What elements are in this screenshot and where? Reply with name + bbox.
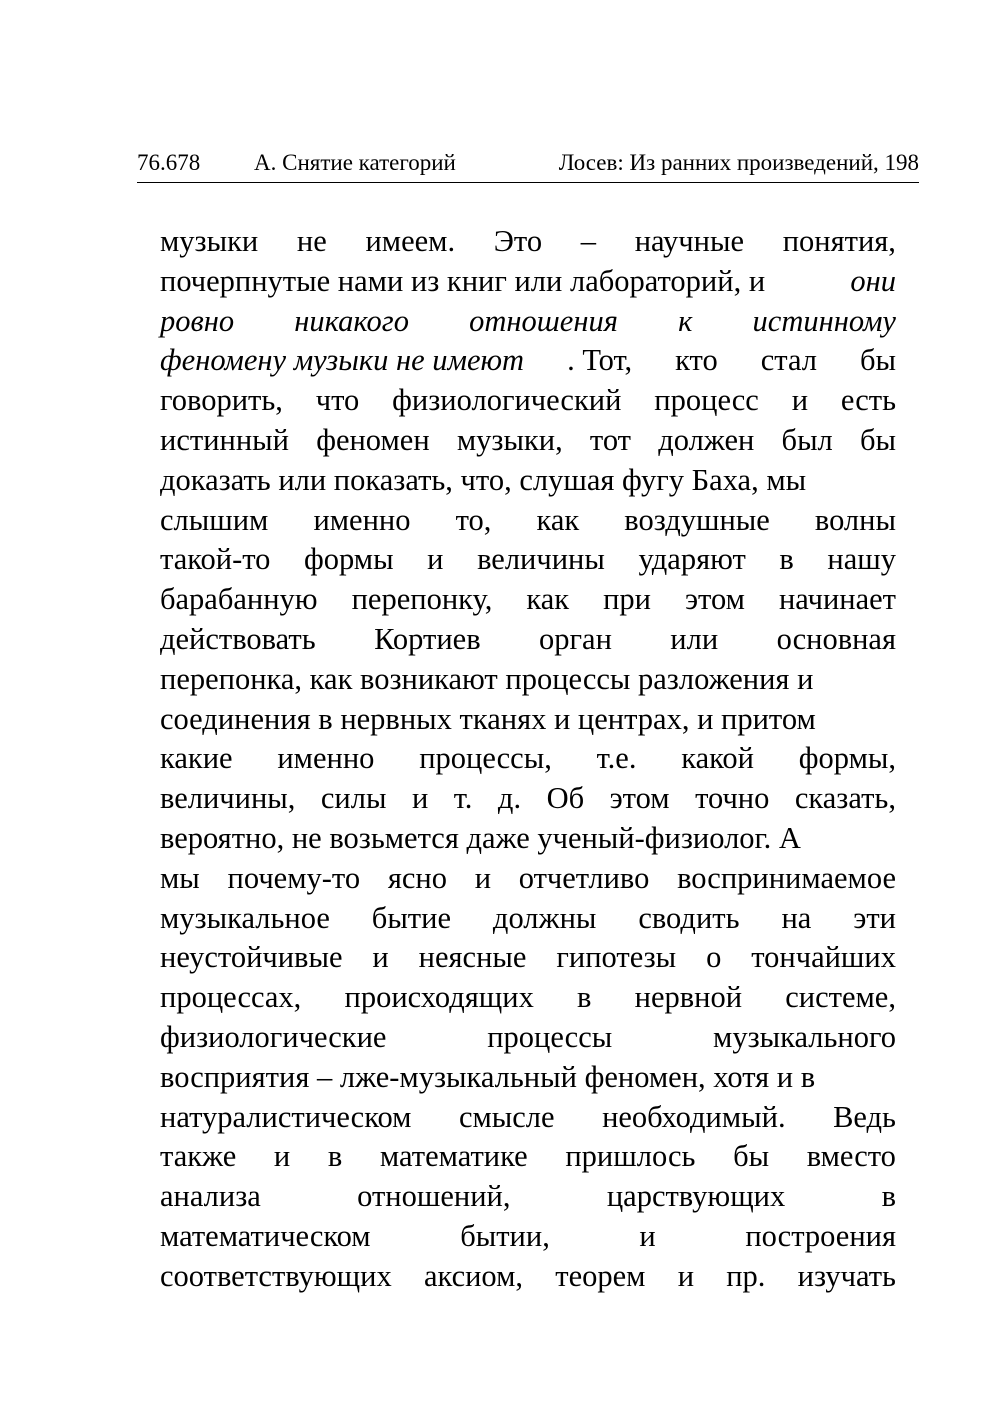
text-segment: происходящих <box>344 980 534 1015</box>
text-segment: имеем. <box>365 224 456 258</box>
text-segment: в <box>779 542 794 577</box>
text-segment: Ведь <box>833 1099 896 1134</box>
text-segment: сводить <box>638 900 740 935</box>
text-segment: воспринимаемое <box>677 860 896 895</box>
text-segment: и <box>411 781 429 816</box>
text-segment: теорем <box>555 1258 646 1293</box>
text-segment: музыки <box>160 224 259 258</box>
text-segment: действовать <box>160 621 316 656</box>
text-segment: т.е. <box>596 741 637 776</box>
text-segment: не <box>296 224 327 258</box>
text-segment: стал <box>760 343 817 378</box>
text-segment: формы, <box>798 741 896 776</box>
text-line <box>160 262 896 302</box>
main-text-block <box>160 222 896 1297</box>
text-segment: истинный <box>160 422 289 457</box>
running-header <box>137 146 919 183</box>
text-segment: натуралистическом <box>160 1099 412 1134</box>
text-line <box>160 580 896 620</box>
text-line <box>160 938 896 978</box>
text-segment: должен <box>658 422 755 457</box>
text-segment: какой <box>681 741 754 776</box>
text-line <box>160 540 896 580</box>
text-line <box>160 341 896 381</box>
text-segment: изучать <box>797 1258 896 1293</box>
text-line <box>160 1177 896 1217</box>
text-line <box>160 819 896 859</box>
text-segment: бы <box>733 1139 770 1174</box>
text-segment: тончайших <box>751 940 896 975</box>
text-segment: процессы, <box>419 741 552 776</box>
text-segment: и <box>639 1218 656 1253</box>
text-segment: физиологический <box>392 383 622 418</box>
text-segment: этом <box>609 781 670 816</box>
italic-text-segment: отношения <box>469 303 618 338</box>
text-segment: феномен <box>316 422 430 457</box>
italic-text-segment: феномену музыки не имеют <box>160 343 525 378</box>
text-line <box>160 859 896 899</box>
text-segment: математическом <box>160 1218 371 1253</box>
text-segment: Об <box>546 781 585 816</box>
text-segment: мы <box>160 860 200 895</box>
text-segment: восприятия – лже-музыкальный феномен, хотя и в <box>160 1059 816 1094</box>
text-segment: в <box>577 980 592 1015</box>
text-segment: доказать или показать, что, слушая фугу Баха, мы <box>160 462 807 497</box>
text-line <box>160 1257 896 1297</box>
text-line <box>160 700 896 740</box>
text-segment: орган <box>539 621 612 656</box>
text-segment: и <box>427 542 444 577</box>
text-segment: то, <box>455 502 492 537</box>
text-segment: на <box>781 900 812 935</box>
text-segment: гипотезы <box>556 940 677 975</box>
text-line <box>160 620 896 660</box>
text-segment: слышим <box>160 502 269 537</box>
text-segment: воздушные <box>624 502 770 537</box>
text-segment: бы <box>859 343 896 378</box>
text-segment: процессах, <box>160 980 302 1015</box>
text-segment: говорить, <box>160 383 283 418</box>
text-line <box>160 381 896 421</box>
text-line <box>160 1018 896 1058</box>
text-segment: построения <box>745 1218 896 1253</box>
text-segment: отчетливо <box>518 860 650 895</box>
text-segment: величины <box>477 542 605 577</box>
text-segment: есть <box>840 383 896 418</box>
text-segment: должны <box>492 900 597 935</box>
text-segment: этом <box>684 582 745 617</box>
text-segment: научные <box>634 224 744 258</box>
text-segment: и <box>474 860 492 895</box>
text-segment: нашу <box>827 542 896 577</box>
text-segment: понятия, <box>782 224 896 258</box>
italic-text-segment: к <box>678 303 693 338</box>
text-line <box>160 899 896 939</box>
text-segment: вероятно, не возьмется даже ученый-физиолог. А <box>160 820 801 855</box>
text-segment: д. <box>497 781 522 816</box>
text-line <box>160 461 896 501</box>
text-segment: величины, <box>160 781 296 816</box>
text-segment: в <box>327 1139 343 1174</box>
text-segment: процесс <box>654 383 759 418</box>
text-segment: неясные <box>418 940 527 975</box>
text-segment: в <box>881 1179 896 1214</box>
text-segment: также <box>160 1139 237 1174</box>
text-line <box>160 1098 896 1138</box>
text-segment: царствующих <box>606 1179 786 1214</box>
text-segment: волны <box>814 502 896 537</box>
text-segment: формы <box>304 542 394 577</box>
text-segment: кто <box>675 343 718 378</box>
page-number: 76.678 <box>137 150 201 175</box>
text-segment: музыкальное <box>160 900 330 935</box>
text-segment: эти <box>853 900 896 935</box>
text-segment: ударяют <box>638 542 746 577</box>
text-segment: и <box>677 1258 695 1293</box>
text-segment: почерпнутые нами из книг или лабораторий, и <box>160 263 773 298</box>
italic-text-segment: никакого <box>294 303 409 338</box>
text-segment: бытие <box>371 900 451 935</box>
text-segment: пришлось <box>565 1139 696 1174</box>
text-segment: вместо <box>806 1139 896 1174</box>
text-segment: пр. <box>726 1258 766 1293</box>
text-segment: какие <box>160 741 233 776</box>
text-segment: как <box>526 582 570 617</box>
text-line <box>160 1217 896 1257</box>
text-segment: и <box>791 383 809 418</box>
text-segment: барабанную <box>160 582 318 617</box>
text-segment: сказать, <box>794 781 896 816</box>
text-line <box>160 501 896 541</box>
text-segment: перепонку, <box>351 582 493 617</box>
text-segment: . Тот, <box>567 343 633 378</box>
text-segment: Это <box>493 224 543 258</box>
italic-text-segment: ровно <box>160 303 235 338</box>
text-segment: физиологические <box>160 1019 387 1054</box>
text-segment: основная <box>776 621 896 656</box>
italic-text-segment: они <box>850 263 896 298</box>
text-segment: точно <box>695 781 770 816</box>
text-line <box>160 421 896 461</box>
text-segment: начинает <box>778 582 896 617</box>
text-segment: необходимый. <box>602 1099 786 1134</box>
text-line <box>160 302 896 342</box>
text-segment: музыкального <box>713 1019 896 1054</box>
text-segment: неустойчивые <box>160 940 343 975</box>
text-line <box>160 739 896 779</box>
text-line <box>160 1058 896 1098</box>
source-citation: Лосев: Из ранних произведений, 198 <box>558 150 919 175</box>
text-segment: соединения в нервных тканях и центрах, и притом <box>160 701 816 736</box>
section-title: А. Снятие категорий <box>254 150 456 175</box>
text-segment: именно <box>313 502 411 537</box>
text-segment: бы <box>859 422 896 457</box>
text-segment: был <box>781 422 833 457</box>
text-segment: Кортиев <box>374 621 481 656</box>
text-segment: именно <box>277 741 375 776</box>
text-segment: анализа <box>160 1179 261 1214</box>
text-segment: нервной <box>634 980 743 1015</box>
text-segment: силы <box>320 781 387 816</box>
text-line <box>160 978 896 1018</box>
text-segment: т. <box>453 781 473 816</box>
text-segment: ясно <box>387 860 447 895</box>
text-segment: отношений, <box>357 1179 511 1214</box>
text-segment: процессы <box>487 1019 613 1054</box>
text-segment: системе, <box>785 980 896 1015</box>
text-segment: перепонка, как возникают процессы разложения и <box>160 661 814 696</box>
text-segment: такой-то <box>160 542 271 577</box>
text-segment: и <box>273 1139 291 1174</box>
text-segment: и <box>372 940 389 975</box>
text-segment: – <box>580 224 597 258</box>
text-segment: математике <box>379 1139 528 1174</box>
text-segment: бытии, <box>460 1218 550 1253</box>
italic-text-segment: истинному <box>752 303 896 338</box>
text-segment: как <box>536 502 580 537</box>
text-line <box>160 660 896 700</box>
text-segment: музыки, <box>456 422 563 457</box>
text-segment: почему-то <box>227 860 361 895</box>
text-line <box>160 779 896 819</box>
text-segment: смысле <box>458 1099 555 1134</box>
text-line <box>160 222 896 262</box>
text-line <box>160 1137 896 1177</box>
text-segment: о <box>706 940 722 975</box>
text-segment: что <box>315 383 360 418</box>
text-segment: при <box>603 582 651 617</box>
text-segment: тот <box>589 422 632 457</box>
text-segment: или <box>670 621 719 656</box>
text-segment: аксиом, <box>423 1258 524 1293</box>
text-segment: соответствующих <box>160 1258 392 1293</box>
